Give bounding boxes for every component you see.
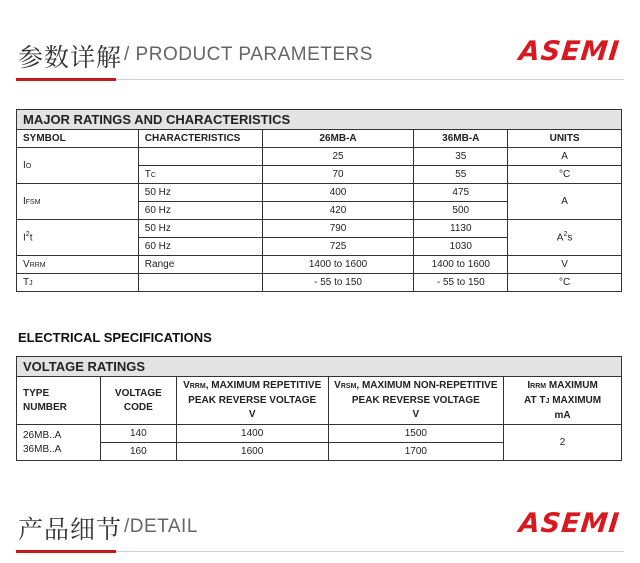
table-row: 160 1600 1700 — [17, 443, 622, 461]
col-type-number: TYPE NUMBER — [17, 377, 101, 425]
voltage-ratings-banner: VOLTAGE RATINGS — [17, 357, 622, 377]
header-title-en: /DETAIL — [124, 516, 198, 537]
irrm-value: 2 — [504, 425, 622, 461]
col-vrsm: VRSM, MAXIMUM NON-REPETITIVE PEAK REVERSE VOLTAGE V — [328, 377, 504, 425]
electrical-specifications-title: ELECTRICAL SPECIFICATIONS — [18, 330, 212, 345]
asemi-logo: ASEMI — [517, 36, 622, 67]
major-ratings-banner: MAJOR RATINGS AND CHARACTERISTICS — [17, 110, 622, 130]
voltage-ratings-table — [16, 356, 622, 461]
table-row: IO 25 35 A — [17, 148, 622, 166]
col-characteristics: CHARACTERISTICS — [138, 130, 262, 148]
symbol-ifsm: IFSM — [17, 184, 139, 220]
header-title-en: / PRODUCT PARAMETERS — [124, 44, 373, 65]
col-irrm: IRRM MAXIMUM AT TJ MAXIMUM mA — [504, 377, 622, 425]
table-row: 26MB..A 36MB..A 140 1400 1500 2 — [17, 425, 622, 443]
col-36mb-a: 36MB-A — [414, 130, 508, 148]
col-units: UNITS — [508, 130, 622, 148]
col-symbol: SYMBOL — [17, 130, 139, 148]
table-row: IFSM 50 Hz 400 475 A — [17, 184, 622, 202]
table-row: $I^2t$ 50 Hz 790 1130 $A^2s$ — [17, 220, 622, 238]
table-row: 60 Hz 420 500 — [17, 202, 622, 220]
table-row: 60 Hz 725 1030 — [17, 238, 622, 256]
header-title-zh: 产品细节 — [18, 515, 123, 544]
type-numbers: 26MB..A 36MB..A — [17, 425, 101, 461]
table-row: VRRM Range 1400 to 1600 1400 to 1600 V — [17, 256, 622, 274]
symbol-tj: TJ — [17, 274, 139, 292]
symbol-vrrm: VRRM — [17, 256, 139, 274]
unit-a2s: $A^2s$ — [508, 220, 622, 256]
col-vrrm: VRRM, MAXIMUM REPETITIVE PEAK REVERSE VOLTAGE V — [176, 377, 328, 425]
table-row: TC 70 55 °C — [17, 166, 622, 184]
section-header-parameters — [16, 28, 624, 88]
header-accent-bar — [16, 550, 116, 553]
header-title-zh: 参数详解 — [18, 43, 123, 72]
symbol-i2t: $I^2t$ — [17, 220, 139, 256]
symbol-io: IO — [17, 148, 139, 184]
table-row: TJ - 55 to 150 - 55 to 150 °C — [17, 274, 622, 292]
major-ratings-table — [16, 109, 622, 292]
col-26mb-a: 26MB-A — [262, 130, 414, 148]
asemi-logo: ASEMI — [517, 508, 622, 539]
section-header-detail — [16, 500, 624, 560]
header-accent-bar — [16, 78, 116, 81]
char-tc: TC — [138, 166, 262, 184]
col-voltage-code: VOLTAGE CODE — [100, 377, 176, 425]
